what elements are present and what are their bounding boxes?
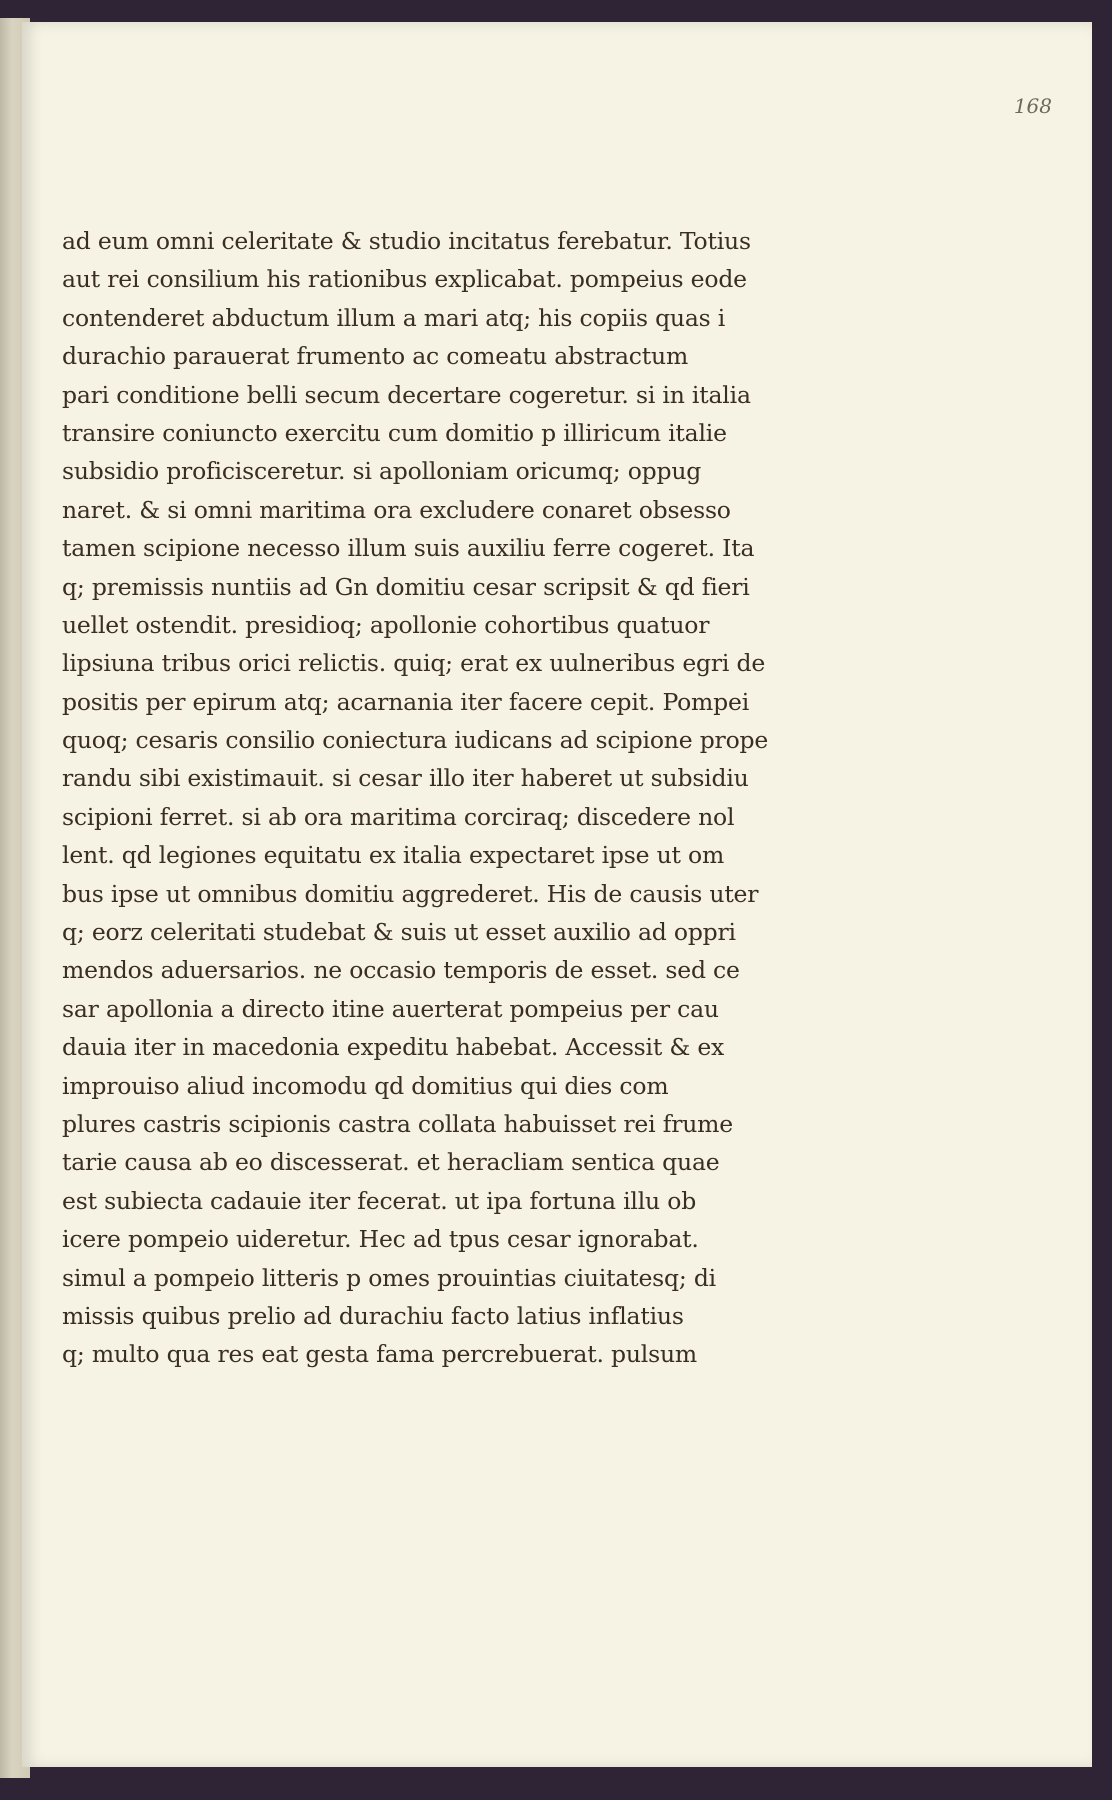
text-line: simul a pompeio litteris p omes prouintias ciuitatesq; di <box>62 1263 717 1292</box>
text-line: positis per epirum atq; acarnania iter facere cepit. Pompei <box>62 687 750 716</box>
text-line: improuiso aliud incomodu qd domitius qui dies com <box>62 1071 669 1100</box>
text-line: ad eum omni celeritate & studio incitatus ferebatur. Totius <box>62 227 751 255</box>
text-line: q; premissis nuntiis ad Gn domitiu cesar scripsit & qd fieri <box>62 572 750 601</box>
text-line: lipsiuna tribus orici relictis. quiq; erat ex uulneribus egri de <box>62 649 766 678</box>
folio-number: 168 <box>1013 94 1052 118</box>
text-line: durachio parauerat frumento ac comeatu abstractum <box>62 342 689 371</box>
text-line: q; multo qua res eat gesta fama percrebuerat. pulsum <box>62 1340 697 1369</box>
text-line: quoq; cesaris consilio coniectura iudicans ad scipione prope <box>62 726 769 755</box>
text-line: plures castris scipionis castra collata habuisset rei frume <box>62 1109 733 1138</box>
text-line: sar apollonia a directo itine auerterat pompeius per cau <box>62 994 719 1023</box>
text-line: naret. & si omni maritima ora excludere conaret obsesso <box>62 495 731 524</box>
text-line: icere pompeio uideretur. Hec ad tpus cesar ignorabat. <box>62 1225 699 1254</box>
text-line: q; eorz celeritati studebat & suis ut esset auxilio ad oppri <box>62 918 736 947</box>
text-line: dauia iter in macedonia expeditu habebat. Accessit & ex <box>62 1033 725 1062</box>
text-line: scipioni ferret. si ab ora maritima corciraq; discedere nol <box>62 802 735 831</box>
text-block <box>62 222 822 1374</box>
text-line: mendos aduersarios. ne occasio temporis de esset. sed ce <box>62 956 740 985</box>
text-line: aut rei consilium his rationibus explicabat. pompeius eode <box>62 265 747 294</box>
text-line: missis quibus prelio ad durachiu facto latius inflatius <box>62 1301 684 1330</box>
text-line: bus ipse ut omnibus domitiu aggrederet. His de causis uter <box>62 879 759 908</box>
text-line: randu sibi existimauit. si cesar illo iter haberet ut subsidiu <box>62 764 749 793</box>
text-line: est subiecta cadauie iter fecerat. ut ipa fortuna illu ob <box>62 1186 697 1215</box>
manuscript-page <box>22 22 1092 1767</box>
text-line: pari conditione belli secum decertare cogeretur. si in italia <box>62 380 751 409</box>
text-line: tamen scipione necesso illum suis auxiliu ferre cogeret. Ita <box>62 534 755 563</box>
text-line: tarie causa ab eo discesserat. et heracliam sentica quae <box>62 1148 720 1177</box>
text-line: lent. qd legiones equitatu ex italia expectaret ipse ut om <box>62 841 725 870</box>
text-line: subsidio proficisceretur. si apolloniam oricumq; oppug <box>62 457 702 486</box>
text-line: uellet ostendit. presidioq; apollonie cohortibus quatuor <box>62 610 710 639</box>
text-line: transire coniuncto exercitu cum domitio p illiricum italie <box>62 418 727 447</box>
text-line: contenderet abductum illum a mari atq; his copiis quas i <box>62 303 726 332</box>
